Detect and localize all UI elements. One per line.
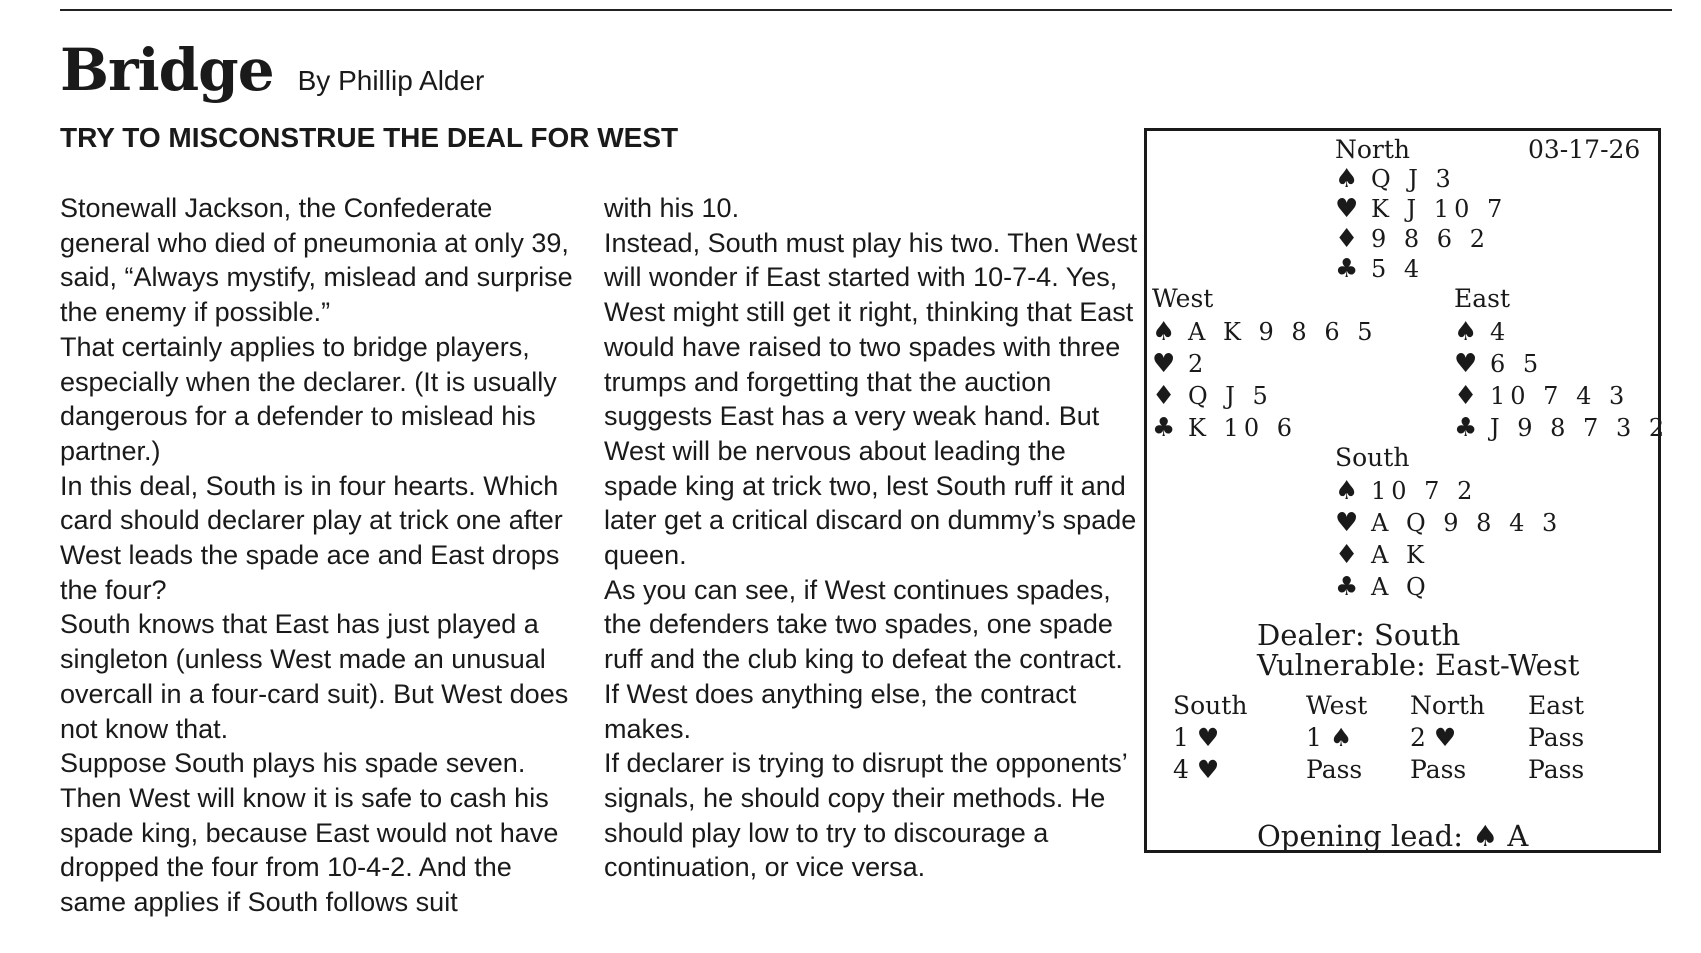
south-clubs: ♣ A Q — [1335, 572, 1431, 602]
top-rule — [60, 9, 1672, 11]
west-spades: ♠ A K 9 8 6 5 — [1152, 317, 1378, 347]
heart-icon: ♥ — [1335, 508, 1359, 538]
paragraph: Instead, South must play his two. Then West will wonder if East started with 10-7-4. Yes, West might still get it right, thinking that East would have raised to two spades with three trumps and forgetting that the auction suggests East has a very weak hand. But West will be nervous about leading the spade king at trick two, lest South ruff it and later get a critical discard on dummy’s spade queen. — [604, 227, 1138, 571]
west-label: West — [1152, 284, 1214, 313]
diagram-date: 03-17-26 — [1528, 135, 1641, 164]
diamond-icon: ♦ — [1454, 381, 1478, 411]
article-column-1 — [60, 191, 585, 920]
auction-header: South — [1173, 691, 1248, 720]
diamond-icon: ♦ — [1335, 224, 1359, 254]
west-diamonds: ♦ Q J 5 — [1152, 381, 1273, 411]
west-hearts: ♥ 2 — [1152, 349, 1209, 379]
east-hearts: ♥ 6 5 — [1454, 349, 1544, 379]
auction-bid: 1 ♥ — [1173, 723, 1220, 752]
byline: By Phillip Alder — [297, 65, 485, 96]
headline: TRY TO MISCONSTRUE THE DEAL FOR WEST — [60, 122, 679, 153]
spade-icon: ♠ — [1152, 317, 1176, 347]
heart-icon: ♥ — [1335, 194, 1359, 224]
east-diamonds: ♦ 10 7 4 3 — [1454, 381, 1630, 411]
auction-header: West — [1306, 691, 1368, 720]
auction-bid: Pass — [1410, 755, 1467, 784]
spade-icon: ♠ — [1454, 317, 1478, 347]
diamond-icon: ♦ — [1335, 540, 1359, 570]
heart-icon: ♥ — [1152, 349, 1176, 379]
paragraph: Suppose South plays his spade seven. Then West will know it is safe to cash his spade king, because East would not have dropped the four from 10-4-2. And the same applies if South follows suit — [60, 748, 559, 918]
auction-bid: 4 ♥ — [1173, 755, 1220, 784]
paragraph: In this deal, South is in four hearts. Which card should declarer play at trick one after West leads the spade ace and East drops the four? — [60, 470, 563, 605]
article-column-2 — [604, 191, 1139, 885]
paragraph: If declarer is trying to disrupt the opponents’ signals, he should copy their methods. He should play low to try to discourage a continuation, or vice versa. — [604, 748, 1127, 883]
auction-bid: Pass — [1306, 755, 1363, 784]
spade-icon: ♠ — [1335, 476, 1359, 506]
bridge-diagram — [1144, 128, 1670, 853]
paragraph: Stonewall Jackson, the Confederate general who died of pneumonia at only 39, said, “Always mystify, mislead and surprise the enemy if possible.” — [60, 193, 573, 328]
north-clubs: ♣ 5 4 — [1335, 254, 1425, 284]
east-clubs: ♣ J 9 8 7 3 2 — [1454, 413, 1670, 443]
vulnerable: Vulnerable: East-West — [1257, 648, 1580, 682]
south-hearts: ♥ A Q 9 8 4 3 — [1335, 508, 1563, 538]
spade-icon: ♠ — [1335, 164, 1359, 194]
auction-bid: Pass — [1528, 723, 1585, 752]
south-label: South — [1335, 443, 1410, 472]
paragraph: with his 10. — [604, 193, 740, 223]
north-spades: ♠ Q J 3 — [1335, 164, 1456, 194]
heart-icon: ♥ — [1454, 349, 1478, 379]
auction-header: North — [1410, 691, 1486, 720]
north-diamonds: ♦ 9 8 6 2 — [1335, 224, 1490, 254]
paragraph: South knows that East has just played a singleton (unless West made an unusual overcall in a four-card suit). But West does not know that. — [60, 609, 569, 744]
dealer: Dealer: South — [1257, 618, 1461, 652]
club-icon: ♣ — [1335, 254, 1359, 284]
west-clubs: ♣ K 10 6 — [1152, 413, 1297, 443]
club-icon: ♣ — [1152, 413, 1176, 443]
north-label: North — [1335, 135, 1411, 164]
east-label: East — [1454, 284, 1511, 313]
auction-bid: 1 ♠ — [1306, 723, 1353, 752]
club-icon: ♣ — [1454, 413, 1478, 443]
east-spades: ♠ 4 — [1454, 317, 1511, 347]
masthead — [60, 36, 484, 104]
north-hearts: ♥ K J 10 7 — [1335, 194, 1508, 224]
auction-bid: 2 ♥ — [1410, 723, 1457, 752]
auction-bid: Pass — [1528, 755, 1585, 784]
south-diamonds: ♦ A K — [1335, 540, 1429, 570]
column-title: Bridge — [60, 36, 274, 104]
paragraph: That certainly applies to bridge players, especially when the declarer. (It is usually dangerous for a defender to mislead his partner.) — [60, 331, 557, 466]
opening-lead: Opening lead: ♠ A — [1257, 819, 1529, 853]
paragraph: As you can see, if West continues spades, the defenders take two spades, one spade ruff and the club king to defeat the contract. If West does anything else, the contract makes. — [604, 574, 1123, 744]
club-icon: ♣ — [1335, 572, 1359, 602]
south-spades: ♠ 10 7 2 — [1335, 476, 1478, 506]
auction-header: East — [1528, 691, 1585, 720]
diamond-icon: ♦ — [1152, 381, 1176, 411]
